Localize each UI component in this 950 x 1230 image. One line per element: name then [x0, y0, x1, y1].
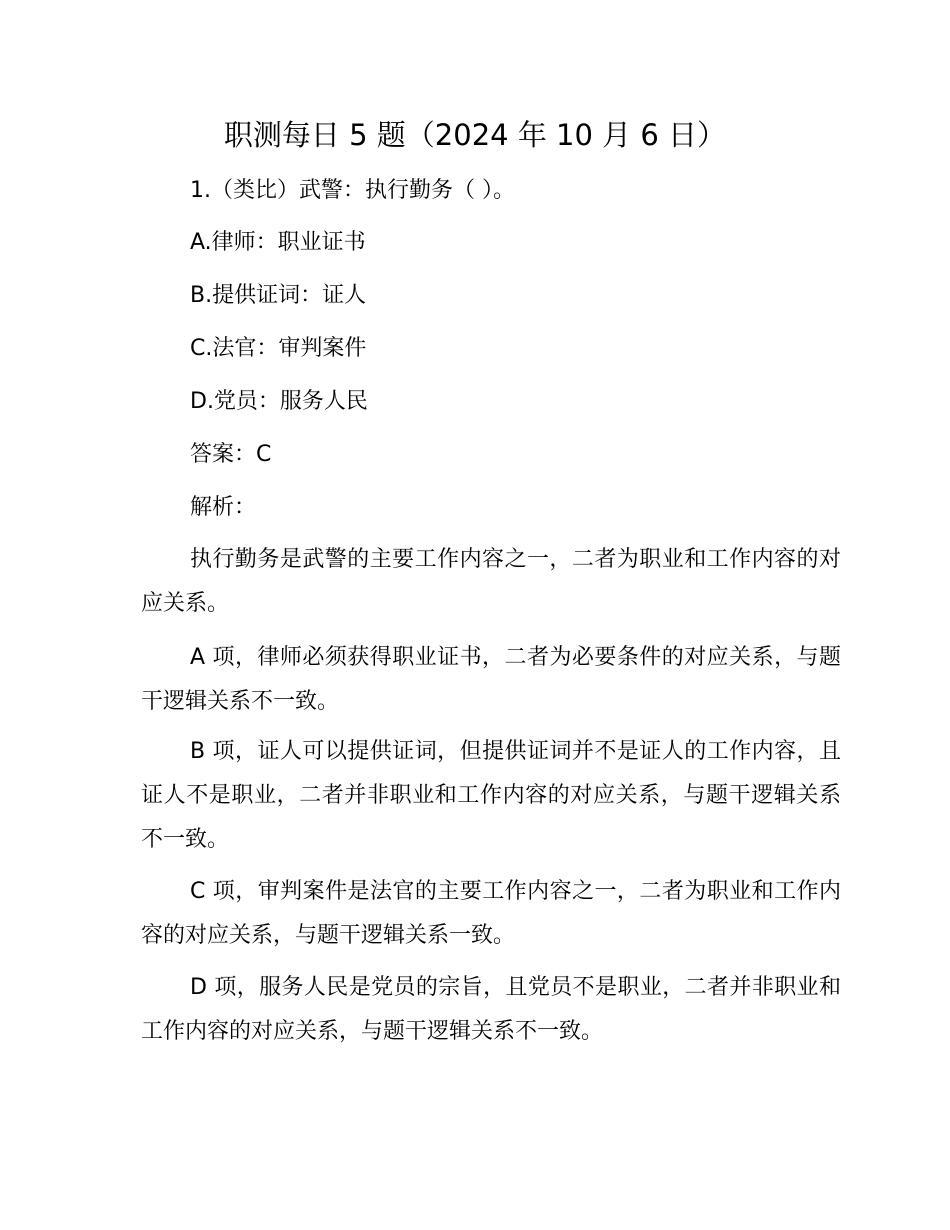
analysis-paragraph-intro: 执行勤务是武警的主要工作内容之一，二者为职业和工作内容的对应关系。: [141, 547, 841, 616]
analysis-label: 解析：: [190, 495, 257, 520]
analysis-paragraph-d: D 项，服务人民是党员的宗旨，且党员不是职业，二者并非职业和工作内容的对应关系，与题干逻辑关系不一致。: [141, 975, 841, 1044]
option-a: A.律师：职业证书: [190, 230, 366, 255]
analysis-paragraph-a: A 项，律师必须获得职业证书，二者为必要条件的对应关系，与题干逻辑关系不一致。: [141, 645, 841, 714]
analysis-paragraph-b: B 项，证人可以提供证词，但提供证词并不是证人的工作内容，且证人不是职业，二者并非职业和工作内容的对应关系，与题干逻辑关系不一致。: [141, 739, 841, 852]
option-b: B.提供证词：证人: [190, 283, 367, 308]
page-title: 职测每日 5 题（2024 年 10 月 6 日）: [223, 118, 727, 152]
analysis-paragraph-c: C 项，审判案件是法官的主要工作内容之一，二者为职业和工作内容的对应关系，与题干逻辑关系一致。: [141, 879, 841, 948]
answer-line: 答案：C: [190, 442, 272, 467]
option-d: D.党员：服务人民: [190, 389, 368, 414]
question-stem: 1.（类比）武警：执行勤务（ ）。: [190, 178, 515, 203]
option-c: C.法官：审判案件: [190, 336, 367, 361]
